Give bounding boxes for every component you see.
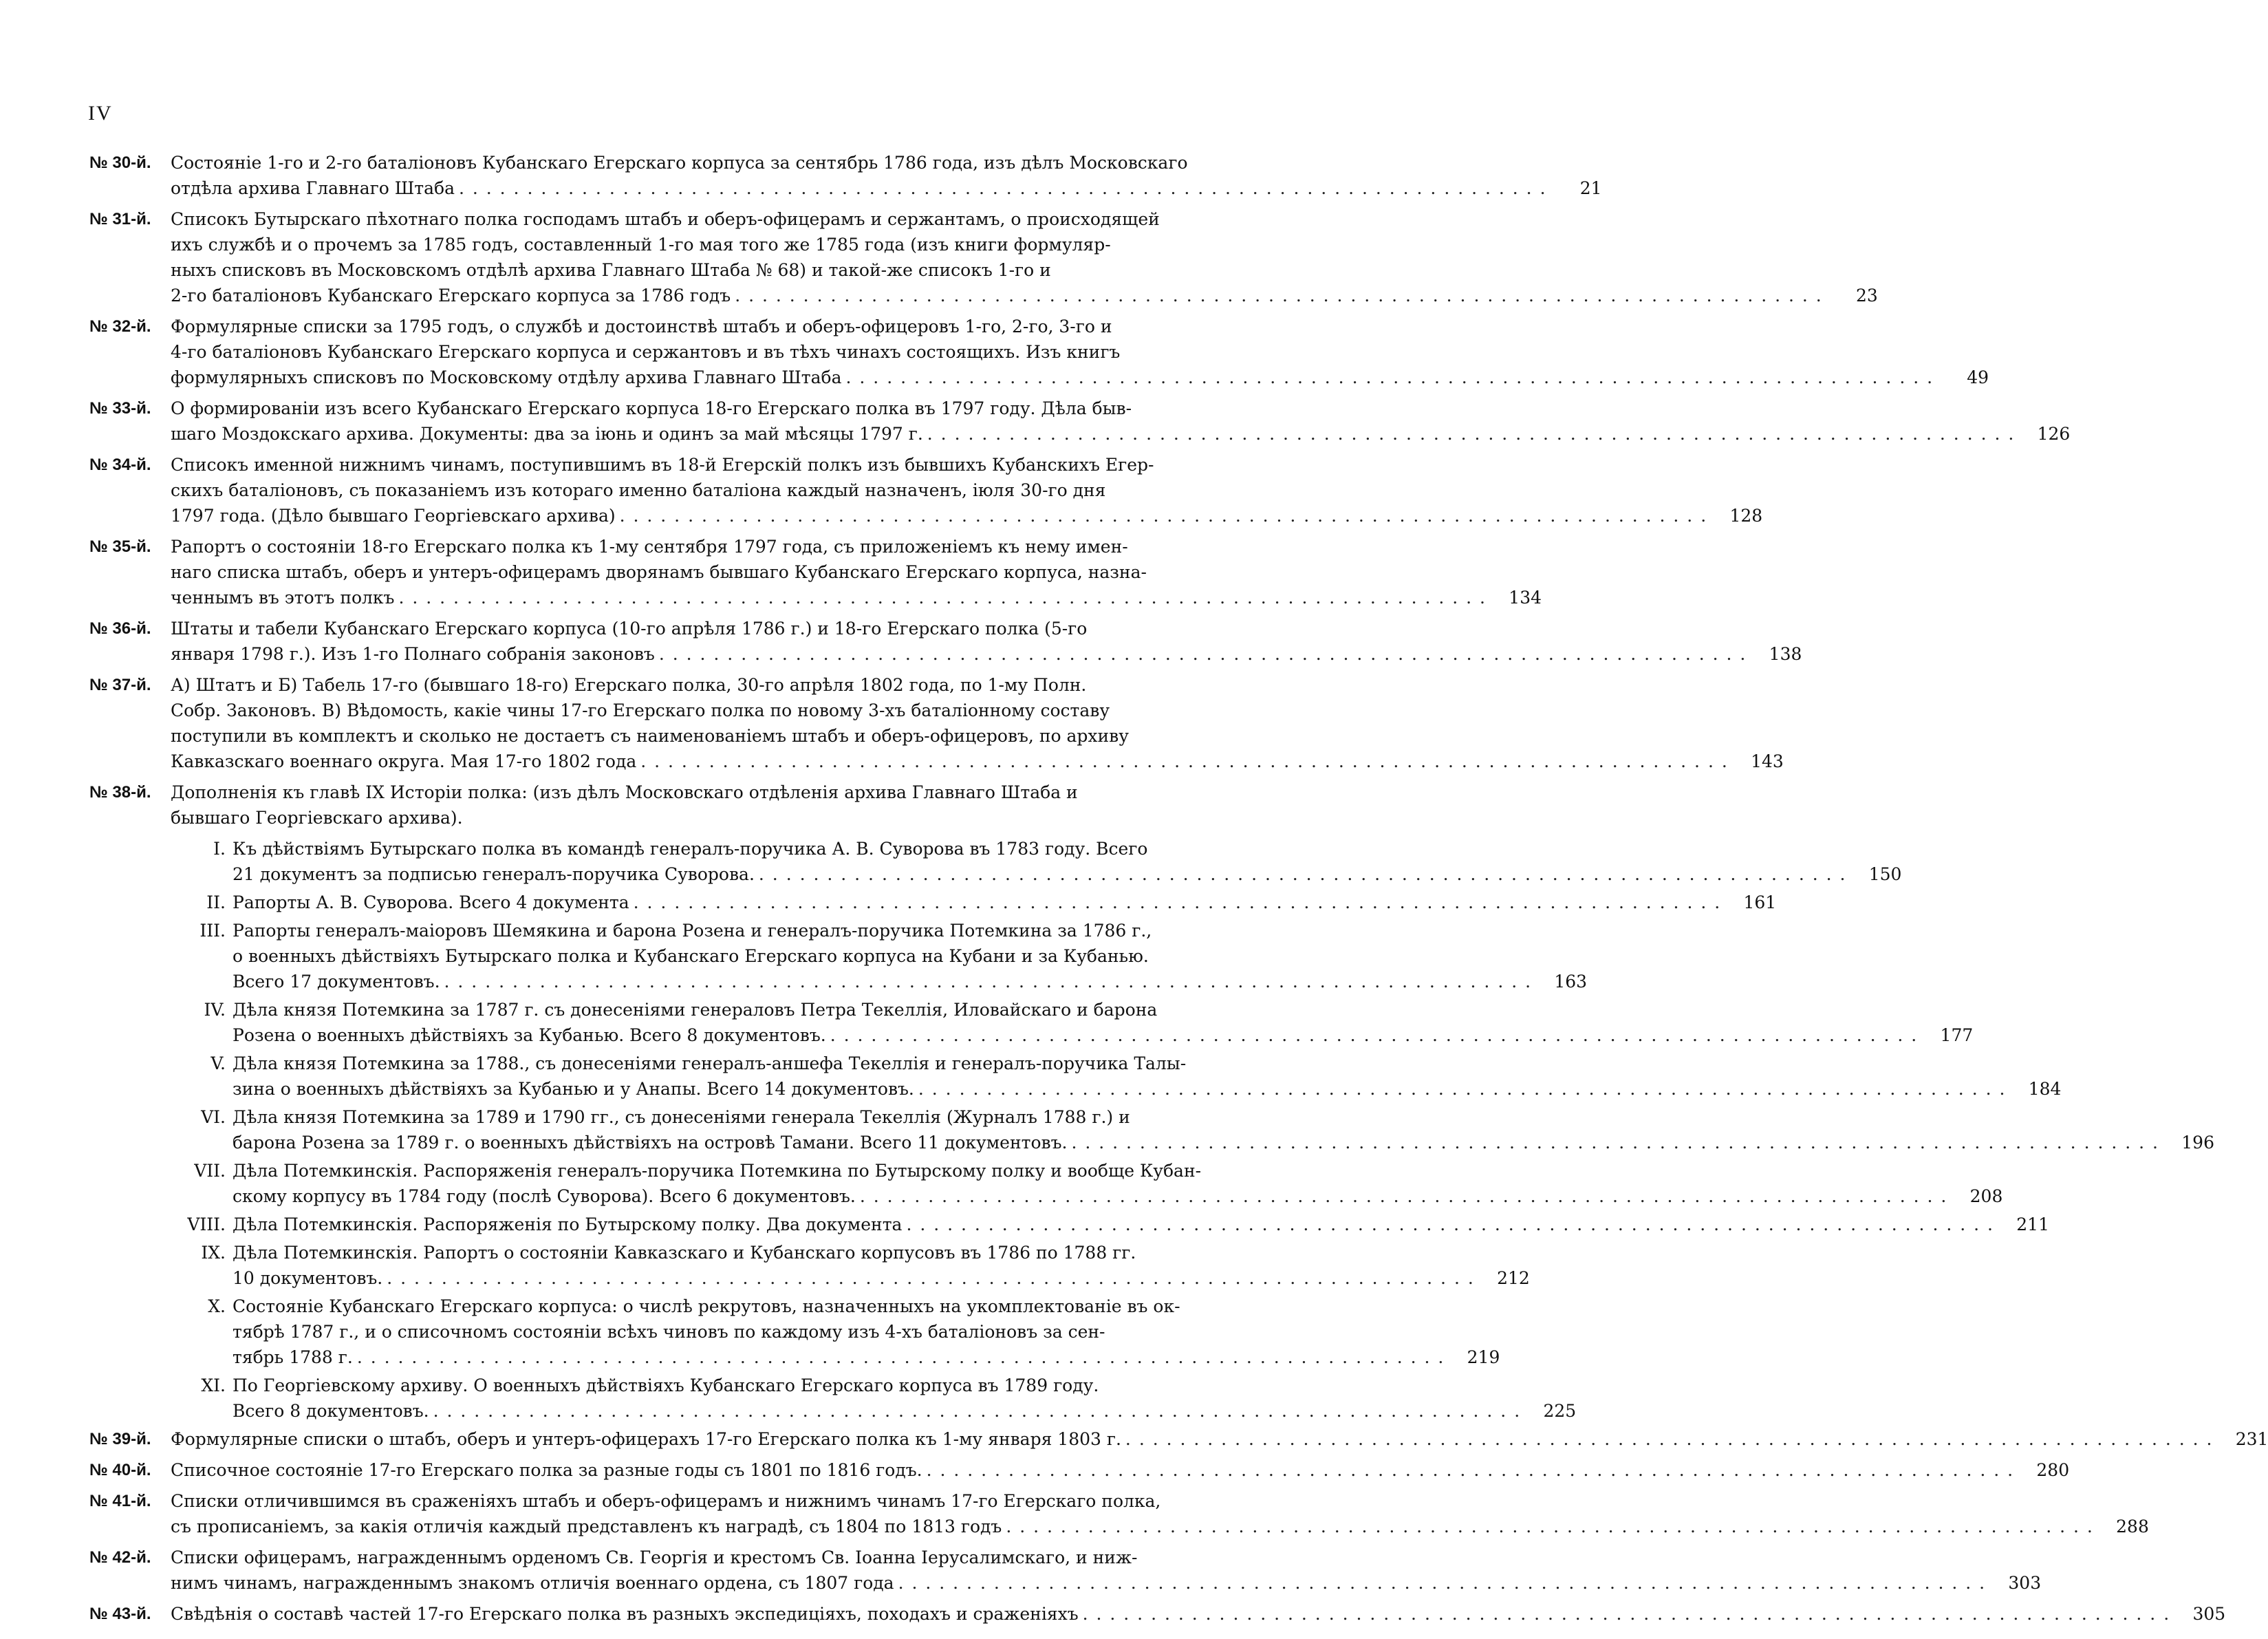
entry-text: тябрѣ 1787 г., и о списочномъ состояніи всѣхъ чиновъ по каждому изъ 4-хъ баталіоновъ за сен-	[233, 1322, 1105, 1342]
toc-entry	[89, 206, 1878, 308]
entry-text: шаго Моздокскаго архива. Документы: два за іюнь и одинъ за май мѣсяцы 1797 г.	[171, 424, 923, 444]
entry-line	[171, 283, 1878, 308]
entry-line	[233, 969, 1587, 994]
subentry-number: VII.	[194, 1161, 226, 1181]
toc-entry	[89, 452, 1763, 528]
toc-subentry	[89, 1240, 1530, 1291]
page-ref: 23	[1855, 286, 1878, 306]
entry-text: Формулярные списки за 1795 годъ, о службѣ и достоинствѣ штабъ и оберъ-офицеровъ 1-го, 2-го, 3-го и	[171, 317, 1112, 336]
entry-line	[233, 1265, 1530, 1291]
dot-leader	[846, 365, 1934, 390]
entry-number: № 41-й.	[89, 1492, 151, 1510]
entry-number: № 40-й.	[89, 1461, 151, 1479]
entry-text: Списки отличившимся въ сраженіяхъ штабъ и оберъ-офицерамъ и нижнимъ чинамъ 17-го Егерскаго полка,	[171, 1491, 1161, 1511]
entry-number: № 30-й.	[89, 153, 151, 172]
dot-leader	[444, 969, 1533, 994]
dot-leader	[1083, 1601, 2171, 1627]
toc-entry	[89, 672, 1784, 774]
entry-body	[171, 1426, 2268, 1452]
dot-leader	[918, 1076, 2007, 1102]
toc-entry	[89, 396, 2071, 447]
entry-line	[171, 1426, 2268, 1452]
entry-text: Дѣла князя Потемкина за 1787 г. съ донесеніями генераловъ Петра Текеллія, Иловайскаго и барона	[233, 1000, 1158, 1020]
subentry-body	[233, 1240, 1530, 1291]
entry-line	[171, 365, 1989, 390]
page-ref: 49	[1967, 367, 1989, 387]
entry-line	[233, 1319, 1500, 1345]
page-ref: 21	[1579, 178, 1602, 198]
entry-text: Рапорты генералъ-маіоровъ Шемякина и барона Розена и генералъ-поручика Потемкина за 1786 г.,	[233, 921, 1152, 941]
page-ref: 225	[1543, 1401, 1577, 1421]
entry-line	[233, 1183, 2002, 1209]
entry-line	[233, 918, 1587, 943]
entry-body	[171, 1601, 2225, 1627]
page-ref: 305	[2192, 1604, 2226, 1624]
entry-line	[171, 452, 1762, 478]
entry-body	[171, 616, 1802, 667]
entry-line	[171, 780, 1149, 805]
entry-text: ихъ службѣ и о прочемъ за 1785 годъ, составленный 1-го мая того же 1785 года (изъ книги формуляр-	[171, 235, 1111, 255]
entry-body	[171, 1545, 2041, 1596]
page-ref: 163	[1554, 972, 1588, 992]
entry-number: № 39-й.	[89, 1430, 151, 1448]
subentry-body	[233, 1294, 1500, 1370]
dot-leader	[860, 1183, 1948, 1209]
entry-text: Дѣла Потемкинскія. Рапортъ о состояніи Кавказскаго и Кубанскаго корпусовъ въ 1786 по 1788 гг.	[233, 1243, 1136, 1263]
subentry-number: VIII.	[187, 1214, 226, 1234]
entry-line	[233, 861, 1901, 887]
entry-text: Рапорты А. В. Суворова. Всего 4 документа	[233, 892, 629, 912]
entry-text: Къ дѣйствіямъ Бутырскаго полка въ командѣ генералъ-поручика А. В. Суворова въ 1783 году. Всего	[233, 839, 1148, 859]
entries-group-final	[89, 1426, 2268, 1627]
page-ref: 303	[2008, 1573, 2042, 1593]
page-ref: 126	[2037, 424, 2071, 444]
entry-line	[233, 890, 1776, 915]
dot-leader	[1006, 1514, 2094, 1539]
toc-subentry	[89, 1051, 2062, 1102]
entry-text: о военныхъ дѣйствіяхъ Бутырскаго полка и Кубанскаго Егерскаго корпуса на Кубани и за Кубанью.	[233, 946, 1149, 966]
entry-text: Всего 8 документовъ.	[233, 1401, 429, 1421]
dot-leader	[1071, 1130, 2159, 1155]
entry-line	[233, 1158, 2002, 1183]
entry-text: 1797 года. (Дѣло бывшаго Георгіевскаго архива)	[171, 506, 616, 526]
table-of-contents	[89, 150, 2268, 1632]
entry-line	[171, 206, 1878, 232]
entry-line	[171, 396, 2070, 421]
toc-entry	[89, 780, 1149, 831]
entry-line	[171, 616, 1802, 641]
entry-line	[171, 503, 1762, 528]
entry-text: Списочное состояніе 17-го Егерскаго полка за разные годы съ 1801 по 1816 годъ.	[171, 1460, 922, 1480]
entry-line	[233, 1398, 1576, 1424]
entry-body	[171, 672, 1784, 774]
toc-subentry	[89, 1373, 1577, 1424]
entry-line	[171, 723, 1784, 749]
dot-leader	[357, 1345, 1445, 1370]
toc-entry	[89, 1601, 2226, 1627]
dot-leader	[433, 1398, 1522, 1424]
entry-number: № 34-й.	[89, 456, 151, 474]
toc-entry	[89, 616, 1802, 667]
entry-text: Дѣла Потемкинскія. Распоряженія по Бутырскому полку. Два документа	[233, 1214, 903, 1234]
entry-line	[171, 421, 2070, 447]
subentry-number: V.	[210, 1053, 226, 1073]
dot-leader	[898, 1570, 1987, 1596]
page-ref: 134	[1509, 588, 1542, 608]
toc-entry	[89, 1545, 2042, 1596]
entry-number: № 37-й.	[89, 676, 151, 694]
entry-text: 10 документовъ.	[233, 1268, 383, 1288]
subentry-body	[233, 1373, 1576, 1424]
dot-leader	[634, 890, 1722, 915]
entry-line	[233, 1373, 1576, 1398]
entry-text: Списокъ Бутырскаго пѣхотнаго полка господамъ штабъ и оберъ-офицерамъ и сержантамъ, о происходящей	[171, 209, 1160, 229]
entry-text: зина о военныхъ дѣйствіяхъ за Кубанью и у Анапы. Всего 14 документовъ.	[233, 1079, 914, 1099]
entry-line	[171, 1545, 2041, 1570]
entry-line	[171, 749, 1784, 774]
toc-entry	[89, 1457, 2070, 1483]
entries-group-chapter-ix	[89, 836, 2214, 1424]
entry-text: Состояніе 1-го и 2-го баталіоновъ Кубанскаго Егерскаго корпуса за сентябрь 1786 года, изъ дѣлъ Московскаго	[171, 153, 1188, 173]
subentry-body	[233, 997, 1973, 1048]
subentry-body	[233, 890, 1776, 915]
entry-line	[171, 559, 1542, 585]
entry-line	[171, 698, 1784, 723]
subentry-number: VI.	[201, 1107, 226, 1127]
page-ref: 177	[1940, 1025, 1974, 1045]
toc-subentry	[89, 836, 1902, 887]
entry-text: Собр. Законовъ. В) Вѣдомость, какіе чины 17-го Егерскаго полка по новому 3-хъ баталіонному составу	[171, 700, 1110, 720]
toc-subentry	[89, 1212, 2049, 1237]
entry-text: Дополненія къ главѣ IX Исторіи полка: (изъ дѣлъ Московскаго отдѣленія архива Главнаго Штаба и	[171, 782, 1078, 802]
entry-number: № 32-й.	[89, 317, 151, 336]
dot-leader	[1125, 1426, 2214, 1452]
toc-entry	[89, 534, 1542, 610]
entry-text: ныхъ списковъ въ Московскомъ отдѣлѣ архива Главнаго Штаба № 68) и такой-же списокъ 1-го и	[171, 260, 1051, 280]
subentry-number: IX.	[201, 1243, 226, 1263]
entry-line	[171, 585, 1542, 610]
subentry-body	[233, 918, 1587, 994]
entry-body	[171, 452, 1762, 528]
entry-text: нимъ чинамъ, награжденнымъ знакомъ отличія военнаго ордена, съ 1807 года	[171, 1573, 894, 1593]
subentry-number: II.	[206, 892, 226, 912]
page-ref: 219	[1467, 1347, 1500, 1367]
entry-text: Рапортъ о состояніи 18-го Егерскаго полка къ 1-му сентября 1797 года, съ приложеніемъ къ нему имен-	[171, 537, 1128, 557]
page-ref: 161	[1743, 892, 1777, 912]
entry-line	[171, 1514, 2149, 1539]
entry-text: Списки офицерамъ, награжденнымъ орденомъ Св. Георгія и крестомъ Св. Іоанна Іерусалимскаго, и ниж-	[171, 1547, 1138, 1567]
page-ref: 211	[2016, 1214, 2049, 1234]
entry-text: тябрь 1788 г.	[233, 1347, 353, 1367]
dot-leader	[906, 1212, 1994, 1237]
entry-line	[233, 1294, 1500, 1319]
dot-leader	[927, 1457, 2015, 1483]
page-ref: 196	[2181, 1133, 2214, 1153]
subentry-body	[233, 1051, 2061, 1102]
entry-line	[171, 232, 1878, 257]
entry-text: Дѣла князя Потемкина за 1789 и 1790 гг., съ донесеніями генерала Текеллія (Журналъ 1788 г.) и	[233, 1107, 1130, 1127]
entry-number: № 42-й.	[89, 1548, 151, 1567]
entry-line	[233, 1212, 2049, 1237]
page-ref: 231	[2235, 1429, 2268, 1449]
subentry-body	[233, 1158, 2002, 1209]
entry-line	[171, 175, 1602, 201]
toc-entry	[89, 314, 1989, 390]
entry-line	[233, 836, 1901, 861]
entry-line	[233, 1130, 2214, 1155]
entry-text: Свѣдѣнія о составѣ частей 17-го Егерскаго полка въ разныхъ экспедиціяхъ, походахъ и сраженіяхъ	[171, 1604, 1079, 1624]
entry-text: Всего 17 документовъ.	[233, 972, 440, 992]
entry-body	[171, 396, 2070, 447]
entry-line	[233, 1104, 2214, 1130]
entry-text: 2-го баталіоновъ Кубанскаго Егерскаго корпуса за 1786 годъ	[171, 286, 731, 306]
dot-leader	[387, 1265, 1475, 1291]
subentry-number: XI.	[201, 1375, 226, 1395]
entry-text: скому корпусу въ 1784 году (послѣ Суворова). Всего 6 документовъ.	[233, 1186, 856, 1206]
entry-line	[171, 257, 1878, 283]
dot-leader	[830, 1022, 1919, 1048]
dot-leader	[398, 585, 1487, 610]
entry-text: формулярныхъ списковъ по Московскому отдѣлу архива Главнаго Штаба	[171, 367, 842, 387]
toc-entry	[89, 1488, 2149, 1539]
toc-subentry	[89, 1104, 2214, 1155]
entry-text: отдѣла архива Главнаго Штаба	[171, 178, 455, 198]
toc-subentry	[89, 997, 1974, 1048]
entry-line	[171, 672, 1784, 698]
entry-text: Списокъ именной нижнимъ чинамъ, поступившимъ въ 18-й Егерскій полкъ изъ бывшихъ Кубанскихъ Егер-	[171, 455, 1154, 475]
entry-text: Состояніе Кубанскаго Егерскаго корпуса: о числѣ рекрутовъ, назначенныхъ на укомплектованіе въ ок-	[233, 1296, 1180, 1316]
page-ref: 184	[2028, 1079, 2062, 1099]
entry-text: скихъ баталіоновъ, съ показаніемъ изъ котораго именно баталіона каждый назначенъ, іюля 30-го дня	[171, 480, 1106, 500]
entry-text: О формированіи изъ всего Кубанскаго Егерскаго корпуса 18-го Егерскаго полка въ 1797 году. Дѣла быв-	[171, 398, 1132, 418]
entry-text: ченнымъ въ этотъ полкъ	[171, 588, 395, 608]
entry-text: Формулярные списки о штабъ, оберъ и унтеръ-офицерахъ 17-го Егерскаго полка къ 1-му января 1803 г.	[171, 1429, 1121, 1449]
toc-subentry	[89, 890, 1777, 915]
entry-line	[233, 943, 1587, 969]
entry-body	[171, 206, 1878, 308]
subentry-number: I.	[213, 839, 226, 859]
page-ref: 208	[1969, 1186, 2003, 1206]
entry-line	[233, 1022, 1973, 1048]
page-ref: 280	[2036, 1460, 2070, 1480]
page-ref: 150	[1868, 864, 1902, 884]
entry-text: По Георгіевскому архиву. О военныхъ дѣйствіяхъ Кубанскаго Егерскаго корпуса въ 1789 году.	[233, 1375, 1099, 1395]
entry-line	[233, 997, 1973, 1022]
page-ref: 138	[1769, 644, 1802, 664]
entry-number: № 43-й.	[89, 1605, 151, 1623]
toc-subentry	[89, 918, 1588, 994]
subentry-body	[233, 836, 1901, 887]
subentry-body	[233, 1104, 2214, 1155]
entry-line	[233, 1076, 2061, 1102]
entry-body	[171, 780, 1149, 831]
entry-line	[171, 805, 1149, 831]
entry-body	[171, 534, 1542, 610]
entry-line	[171, 1601, 2225, 1627]
subentry-number: III.	[199, 921, 226, 941]
entry-body	[171, 1457, 2069, 1483]
dot-leader	[735, 283, 1823, 308]
entry-text: поступили въ комплектъ и сколько не достаетъ съ наименованіемъ штабъ и оберъ-офицеровъ, по архиву	[171, 726, 1129, 746]
toc-entry	[89, 1426, 2268, 1452]
entry-body	[171, 314, 1989, 390]
dot-leader	[759, 861, 1847, 887]
entry-text: января 1798 г.). Изъ 1-го Полнаго собранія законовъ	[171, 644, 655, 664]
toc-subentry	[89, 1158, 2003, 1209]
entries-group-main	[89, 150, 2071, 831]
entry-line	[233, 1240, 1530, 1265]
entry-line	[171, 339, 1989, 365]
entry-text: бывшаго Георгіевскаго архива).	[171, 808, 463, 828]
page-ref: 143	[1751, 751, 1784, 771]
entry-number: № 38-й.	[89, 783, 151, 802]
entry-text: наго списка штабъ, оберъ и унтеръ-офицерамъ дворянамъ бывшаго Кубанскаго Егерскаго корпуса, назна-	[171, 562, 1147, 582]
entry-text: Дѣла князя Потемкина за 1788., съ донесеніями генералъ-аншефа Текеллія и генералъ-поручика Талы-	[233, 1053, 1187, 1073]
toc-entry	[89, 150, 1602, 201]
entry-number: № 31-й.	[89, 210, 151, 228]
dot-leader	[459, 175, 1547, 201]
entry-line	[171, 478, 1762, 503]
entry-line	[171, 534, 1542, 559]
entry-body	[171, 150, 1602, 201]
entry-text: 4-го баталіоновъ Кубанскаго Егерскаго корпуса и сержантовъ и въ тѣхъ чинахъ состоящихъ. Изъ книгъ	[171, 342, 1121, 362]
toc-subentry	[89, 1294, 1500, 1370]
entry-text: съ прописаніемъ, за какія отличія каждый представленъ къ наградѣ, съ 1804 по 1813 годъ	[171, 1517, 1002, 1536]
entry-number: № 36-й.	[89, 619, 151, 638]
entry-text: А) Штатъ и Б) Табель 17-го (бывшаго 18-го) Егерскаго полка, 30-го апрѣля 1802 года, по 1-му Полн.	[171, 675, 1087, 695]
dot-leader	[927, 421, 2016, 447]
dot-leader	[620, 503, 1708, 528]
entry-number: № 35-й.	[89, 537, 151, 556]
entry-body	[171, 1488, 2149, 1539]
entry-text: Кавказскаго военнаго округа. Мая 17-го 1802 года	[171, 751, 637, 771]
entry-line	[171, 314, 1989, 339]
entry-text: 21 документъ за подписью генералъ-поручика Суворова.	[233, 864, 755, 884]
entry-text: Штаты и табели Кубанскаго Егерскаго корпуса (10-го апрѣля 1786 г.) и 18-го Егерскаго полка (5-го	[171, 619, 1088, 639]
page-ref: 128	[1729, 506, 1763, 526]
entry-text: барона Розена за 1789 г. о военныхъ дѣйствіяхъ на островѣ Тамани. Всего 11 документовъ.	[233, 1133, 1068, 1153]
entry-text: Дѣла Потемкинскія. Распоряженія генералъ-поручика Потемкина по Бутырскому полку и вообще Кубан-	[233, 1161, 1202, 1181]
subentry-body	[233, 1212, 2049, 1237]
entry-line	[171, 1570, 2041, 1596]
entry-text: Розена о военныхъ дѣйствіяхъ за Кубанью. Всего 8 документовъ.	[233, 1025, 826, 1045]
entry-line	[233, 1051, 2061, 1076]
entry-line	[233, 1345, 1500, 1370]
entry-line	[171, 150, 1602, 175]
page-ref: 212	[1497, 1268, 1530, 1288]
dot-leader	[640, 749, 1729, 774]
page-ref: 288	[2116, 1517, 2149, 1536]
page-number: IV	[88, 102, 113, 125]
entry-line	[171, 641, 1802, 667]
entry-line	[171, 1457, 2069, 1483]
entry-line	[171, 1488, 2149, 1514]
entry-number: № 33-й.	[89, 399, 151, 418]
subentry-number: IV.	[204, 1000, 226, 1020]
subentry-number: X.	[208, 1296, 226, 1316]
dot-leader	[659, 641, 1747, 667]
